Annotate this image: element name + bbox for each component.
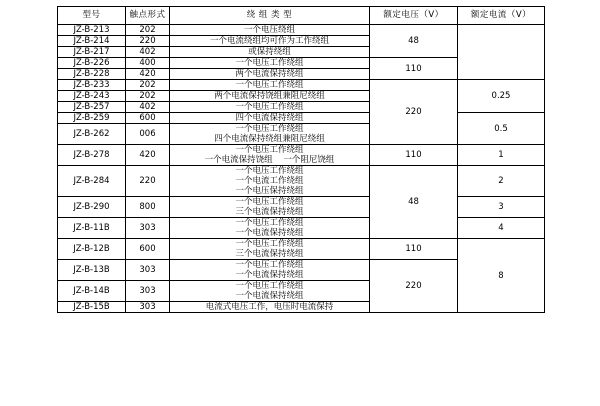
winding-line: 一个电流工作绕组 [235, 176, 304, 187]
cell-model: JZ-B-217 [58, 47, 126, 58]
column-header-rated-voltage: 额定电压（V） [370, 7, 458, 25]
winding-line: 一个电压工作绕组 [235, 102, 304, 113]
cell-contact-form: 006 [126, 124, 170, 145]
cell-contact-form: 420 [126, 145, 170, 166]
cell-winding-type [170, 145, 370, 166]
cell-model: JZ-B-13B [58, 260, 126, 281]
cell-winding-type [170, 166, 370, 197]
winding-line: 一个电压绕组 [243, 25, 295, 35]
cell-model: JZ-B-11B [58, 218, 126, 239]
cell-rated-voltage: 110 [370, 239, 458, 260]
winding-line: 一个电压工作绕组 [235, 239, 304, 250]
cell-rated-current [458, 25, 545, 80]
cell-model: JZ-B-233 [58, 80, 126, 91]
cell-model: JZ-B-226 [58, 58, 126, 69]
winding-line: 一个电流保持绕组 [235, 291, 304, 302]
cell-winding-type [170, 80, 370, 91]
winding-line: 或保持绕组 [248, 47, 291, 58]
winding-line: 一个电流绕组均可作为工作绕组 [209, 36, 329, 47]
winding-line: 一个电压工作绕组 [235, 218, 304, 229]
cell-contact-form: 303 [126, 302, 170, 313]
table-header [58, 7, 545, 25]
column-header-rated-current: 额定电流（V） [458, 7, 545, 25]
cell-model: JZ-B-290 [58, 197, 126, 218]
cell-contact-form: 220 [126, 36, 170, 47]
cell-contact-form: 420 [126, 69, 170, 80]
cell-model: JZ-B-12B [58, 239, 126, 260]
cell-winding-type [170, 113, 370, 124]
cell-contact-form: 303 [126, 260, 170, 281]
cell-contact-form: 800 [126, 197, 170, 218]
cell-model: JZ-B-228 [58, 69, 126, 80]
table-row [58, 145, 545, 166]
cell-contact-form: 402 [126, 47, 170, 58]
cell-rated-voltage: 48 [370, 166, 458, 239]
cell-rated-voltage: 48 [370, 25, 458, 58]
cell-winding-type [170, 124, 370, 145]
cell-winding-type [170, 58, 370, 69]
cell-model: JZ-B-259 [58, 113, 126, 124]
table-row [58, 197, 545, 218]
winding-line: 一个电流保持绕组 [235, 270, 304, 281]
cell-winding-type [170, 197, 370, 218]
cell-contact-form: 303 [126, 218, 170, 239]
cell-contact-form: 400 [126, 58, 170, 69]
cell-rated-current: 0.5 [458, 113, 545, 145]
cell-rated-current: 0.25 [458, 80, 545, 113]
cell-model: JZ-B-213 [58, 25, 126, 36]
cell-winding-type [170, 102, 370, 113]
cell-rated-voltage: 110 [370, 145, 458, 166]
cell-rated-current: 4 [458, 218, 545, 239]
cell-rated-voltage: 220 [370, 80, 458, 145]
cell-contact-form: 220 [126, 166, 170, 197]
cell-winding-type [170, 218, 370, 239]
document-page [0, 6, 600, 406]
specification-table [57, 6, 545, 313]
winding-line: 一个电压工作绕组 [235, 80, 304, 91]
table-row [58, 80, 545, 91]
table-body [58, 25, 545, 313]
winding-line: 三个电流保持绕组 [235, 249, 304, 260]
cell-contact-form: 600 [126, 239, 170, 260]
cell-winding-type [170, 47, 370, 58]
cell-winding-type [170, 69, 370, 80]
winding-line: 一个电压工作绕组 [235, 124, 304, 135]
cell-contact-form: 202 [126, 25, 170, 36]
table-row [58, 113, 545, 124]
cell-rated-voltage: 110 [370, 58, 458, 80]
winding-line: 一个电流保持绕组 [235, 228, 304, 239]
winding-line: 一个电压工作绕组 [235, 58, 304, 69]
winding-line: 两个电流保持绕组 [235, 69, 304, 80]
cell-contact-form: 402 [126, 102, 170, 113]
winding-line: 一个电压工作绕组 [235, 145, 304, 156]
column-header-model: 型号 [58, 7, 126, 25]
cell-model: JZ-B-15B [58, 302, 126, 313]
cell-contact-form: 303 [126, 281, 170, 302]
cell-contact-form: 202 [126, 91, 170, 102]
cell-model: JZ-B-214 [58, 36, 126, 47]
cell-winding-type [170, 260, 370, 281]
cell-winding-type [170, 36, 370, 47]
cell-winding-type [170, 91, 370, 102]
cell-contact-form: 202 [126, 80, 170, 91]
cell-winding-type [170, 25, 370, 36]
winding-line: 一个电压工作绕组 [235, 260, 304, 271]
table-row [58, 239, 545, 260]
winding-line: 一个电压工作绕组 [235, 197, 304, 208]
cell-model: JZ-B-278 [58, 145, 126, 166]
winding-line: 四个电流保持绕组 [235, 113, 304, 124]
winding-line: 一个电压工作绕组 [235, 281, 304, 292]
cell-model: JZ-B-14B [58, 281, 126, 302]
column-header-winding-type: 绕 组 类 型 [170, 7, 370, 25]
winding-line: 一个电压工作绕组 [235, 166, 304, 177]
cell-rated-current: 1 [458, 145, 545, 166]
winding-line: 两个电流保持饶组兼阻尼绕组 [214, 91, 325, 102]
table-row [58, 25, 545, 36]
table-row [58, 218, 545, 239]
cell-model: JZ-B-243 [58, 91, 126, 102]
winding-line: 电流式电压工作，电压时电流保持 [205, 302, 334, 313]
cell-model: JZ-B-257 [58, 102, 126, 113]
cell-contact-form: 600 [126, 113, 170, 124]
column-header-contact-form: 触点形式 [126, 7, 170, 25]
cell-rated-voltage: 220 [370, 260, 458, 313]
cell-rated-current: 3 [458, 197, 545, 218]
cell-rated-current: 2 [458, 166, 545, 197]
winding-line: 一个电压保持绕组 [235, 186, 304, 197]
cell-model: JZ-B-262 [58, 124, 126, 145]
cell-rated-current: 8 [458, 239, 545, 313]
cell-winding-type [170, 239, 370, 260]
cell-model: JZ-B-284 [58, 166, 126, 197]
table-row [58, 166, 545, 197]
winding-line: 三个电流保持绕组 [235, 207, 304, 218]
cell-winding-type [170, 302, 370, 313]
winding-line: 四个电流保持绕组兼阻尼绕组 [214, 134, 325, 145]
winding-line: 一个电流保持饶组 一个阻尼饶组 [204, 155, 335, 166]
table-header-row [58, 7, 545, 25]
cell-winding-type [170, 281, 370, 302]
